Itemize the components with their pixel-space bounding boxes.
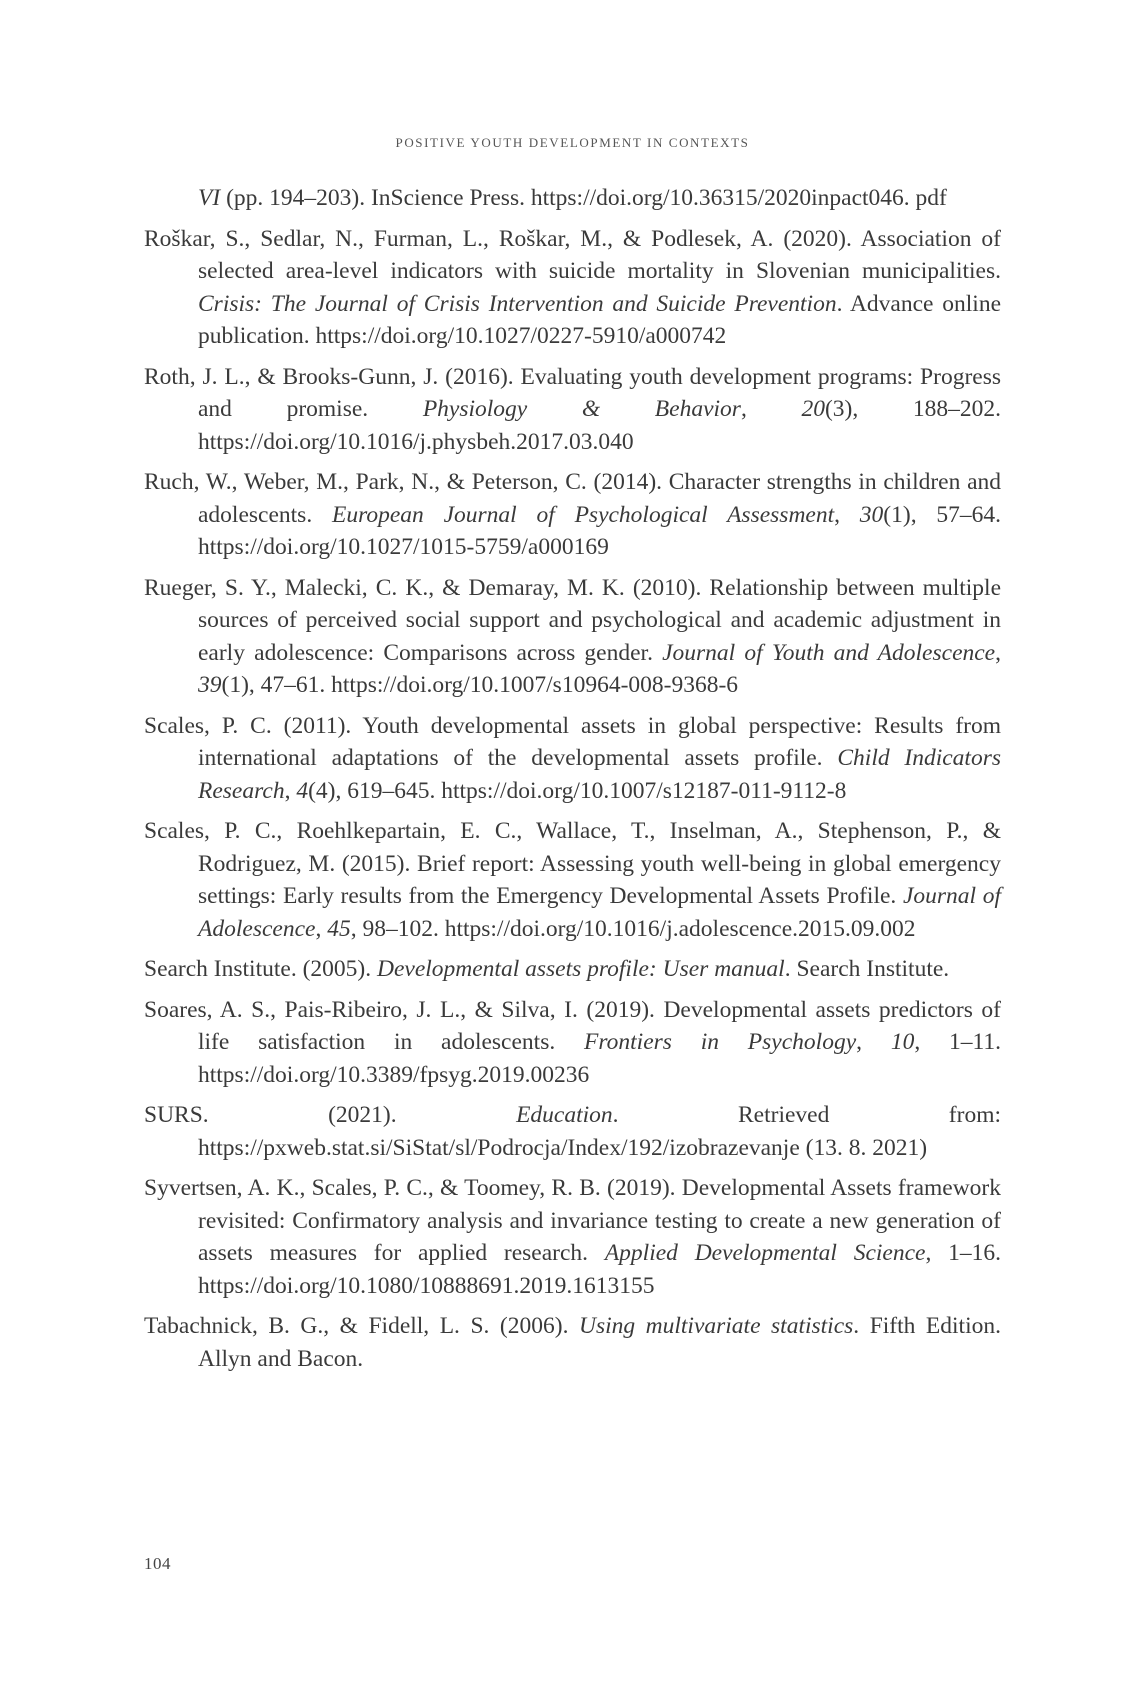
italic-segment: Developmental assets profile: User manual [376, 956, 785, 982]
text-segment: , 1–16. https://doi.org/10.1080/10888691.2019.1613155 [198, 1240, 1001, 1299]
text-segment: Scales, P. C., Roehlkepartain, E. C., Wallace, T., Inselman, A., Stephenson, P., & Rodriguez, M. (2015). Brief report: Assessing youth well-being in global emergency settings: Early results from the Emergency Developmental Assets Profile. [144, 818, 1001, 909]
text-segment: SURS. (2021). [144, 1102, 517, 1128]
italic-segment: Child Indicators Research [198, 745, 1001, 804]
reference-entry [144, 1310, 1001, 1375]
italic-segment: Physiology & Behavior [422, 396, 741, 422]
reference-entry [144, 953, 1001, 986]
text-segment: Ruch, W., Weber, M., Park, N., & Peterson, C. (2014). Character strengths in children and adolescents. [144, 469, 1001, 528]
text-segment: . Fifth Edition. Allyn and Bacon. [198, 1313, 1001, 1372]
text-segment: , [740, 396, 802, 422]
reference-entry-continuation [144, 182, 1001, 215]
reference-entry [144, 466, 1001, 564]
text-segment: Tabachnick, B. G., & Fidell, L. S. (2006). [144, 1313, 579, 1339]
text-segment: , [856, 1029, 891, 1055]
reference-entry [144, 710, 1001, 808]
text-segment: Soares, A. S., Pais-Ribeiro, J. L., & Silva, I. (2019). Developmental assets predictors of life satisfaction in adolescents. [144, 996, 1001, 1055]
italic-segment: Crisis: The Journal of Crisis Intervention and Suicide Prevention [198, 290, 837, 317]
italic-segment: Education [516, 1102, 613, 1128]
text-segment: Search Institute. (2005). [144, 956, 377, 982]
reference-entry [144, 1099, 1001, 1164]
text-segment: (1), 57–64. https://doi.org/10.1027/1015-5759/a000169 [198, 501, 1001, 560]
page-number: 104 [144, 1554, 171, 1573]
reference-entry [144, 994, 1001, 1092]
italic-segment: 45 [327, 915, 351, 942]
text-segment: Roškar, S., Sedlar, N., Furman, L., Roškar, M., & Podlesek, A. (2020). Association of selected area-level indicators with suicide mortality in Slovenian municipalities. [144, 225, 1001, 284]
italic-segment: European Journal of Psychological Assessment [332, 501, 835, 528]
italic-segment: 10 [890, 1029, 915, 1055]
text-segment: Scales, P. C. (2011). Youth developmental assets in global perspective: Results from international adaptations of the developmental assets profile. [144, 712, 1001, 771]
italic-segment: Using multivariate statistics [578, 1313, 854, 1339]
text-segment: (3), 188–202. https://doi.org/10.1016/j.physbeh.2017.03.040 [198, 396, 1002, 455]
italic-segment: Journal of Adolescence [198, 883, 1001, 942]
italic-segment: Frontiers in Psychology [584, 1029, 857, 1055]
text-segment: (4), 619–645. https://doi.org/10.1007/s12187-011-9112-8 [308, 777, 847, 804]
text-segment: , [284, 777, 297, 804]
reference-entry [144, 572, 1001, 702]
text-segment: . Advance online publication. https://doi.org/10.1027/0227-5910/a000742 [198, 290, 1001, 349]
text-segment: . Search Institute. [784, 956, 950, 982]
text-segment: Syvertsen, A. K., Scales, P. C., & Toomey, R. B. (2019). Developmental Assets framework revisited: Confirmatory analysis and invariance testing to create a new generation of assets measures for applied research. [144, 1175, 1001, 1266]
text-segment: , [834, 501, 860, 528]
running-header: POSITIVE YOUTH DEVELOPMENT IN CONTEXTS [395, 135, 750, 150]
text-segment: , 1–11. https://doi.org/10.3389/fpsyg.2019.00236 [198, 1029, 1001, 1088]
italic-segment: 20 [801, 396, 825, 422]
text-segment: . Retrieved from: https://pxweb.stat.si/SiStat/sl/Podrocja/Index/192/izobrazevanje (13. 8. 2021) [198, 1102, 1001, 1161]
text-segment: , [995, 639, 1001, 666]
text-segment: (pp. 194–203). InScience Press. https://doi.org/10.36315/2020inpact046. pdf [220, 185, 947, 211]
text-segment: , [315, 915, 328, 942]
italic-segment: Journal of Youth and Adolescence [662, 639, 996, 666]
text-segment: , 98–102. https://doi.org/10.1016/j.adolescence.2015.09.002 [350, 915, 916, 942]
text-segment: (1), 47–61. https://doi.org/10.1007/s10964-008-9368-6 [221, 672, 739, 698]
reference-entry [144, 361, 1001, 459]
italic-segment: 30 [859, 501, 884, 528]
italic-segment: 4 [296, 777, 309, 804]
italic-segment: 39 [198, 672, 222, 698]
reference-entry [144, 1172, 1001, 1302]
italic-segment: Applied Developmental Science [604, 1240, 926, 1266]
italic-segment: VI [198, 185, 221, 211]
text-segment: Roth, J. L., & Brooks-Gunn, J. (2016). Evaluating youth development programs: Progress and promise. [144, 363, 1001, 422]
reference-list [144, 182, 1001, 1383]
reference-entry [144, 815, 1001, 945]
text-segment: Rueger, S. Y., Malecki, C. K., & Demaray, M. K. (2010). Relationship between multiple sources of perceived social support and psychological and academic adjustment in early adolescence: Comparisons across gender. [144, 574, 1001, 666]
reference-entry [144, 223, 1001, 353]
